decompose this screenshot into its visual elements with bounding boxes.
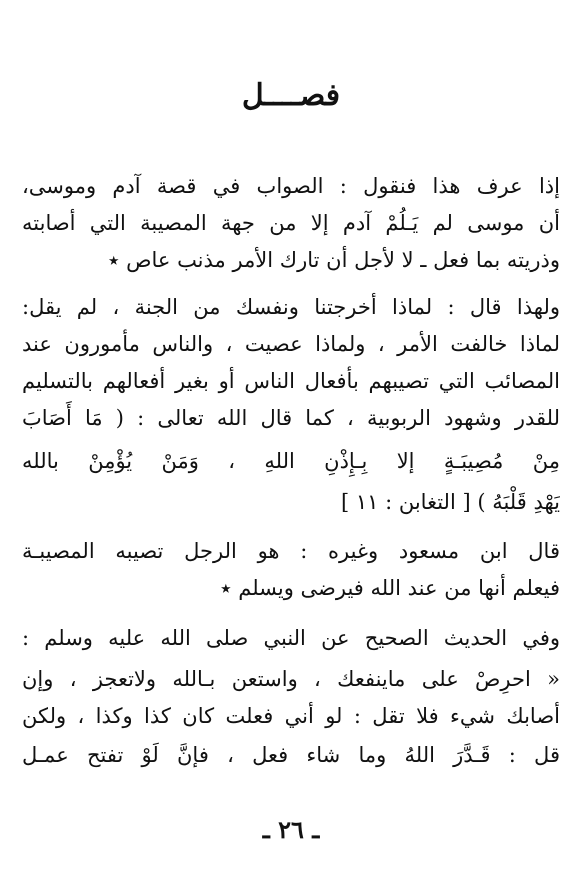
paragraph-1-line-3: وذريته بما فعل ـ لا لأجل أن تارك الأمر مذنب عاص ٭	[107, 248, 560, 272]
paragraph-4-line-1: وفي الحديث الصحيح عن النبي صلى الله عليه وسلم :	[22, 626, 560, 650]
paragraph-4-line-2: « احرِصْ على ماينفعك ، واستعن بـالله ولاتعجز ، وإن	[22, 667, 560, 691]
paragraph-2-line-3: المصائب التي تصيبهم بأفعال الناس أو بغير أفعالهم بالتسليم	[22, 369, 560, 393]
section-title: فصــــل	[241, 78, 341, 113]
paragraph-2-line-6: يَهْدِ قَلْبَهُ ) [ التغابن : ١١ ]	[340, 490, 560, 514]
paragraph-4-line-4: قل : قَـدَّرَ اللهُ وما شاء فعل ، فإنَّ لَوْ تفتح عمـل	[22, 743, 560, 767]
paragraph-2-line-2: لماذا خالفت الأمر ، ولماذا عصيت ، والناس مأمورون عند	[22, 332, 560, 356]
paragraph-3-line-1: قال ابن مسعود وغيره : هو الرجل تصيبه المصيبـة	[22, 539, 560, 563]
paragraph-1-line-1: إذا عرف هذا فنقول : الصواب في قصة آدم وموسى،	[22, 174, 560, 198]
paragraph-2-line-5: مِنْ مُصِيبَـةٍ إلا بِـإِذْنِ اللهِ ، وَمَنْ يُؤْمِنْ بالله	[22, 449, 560, 473]
paragraph-2-line-1: ولهذا قال : لماذا أخرجتنا ونفسك من الجنة ، لم يقل:	[22, 295, 560, 319]
paragraph-3-line-2: فيعلم أنها من عند الله فيرضى ويسلم ٭	[220, 576, 560, 600]
paragraph-4-line-3: أصابك شيء فلا تقل : لو أني فعلت كان كذا وكذا ، ولكن	[22, 704, 560, 728]
paragraph-1-line-2: أن موسى لم يَـلُمْ آدم إلا من جهة المصيبة التي أصابته	[22, 211, 560, 235]
page-number: ـ ٢٦ ـ	[262, 815, 320, 844]
paragraph-2-line-4: للقدر وشهود الربوبية ، كما قال الله تعالى : ( مَا أَصَابَ	[22, 406, 560, 430]
